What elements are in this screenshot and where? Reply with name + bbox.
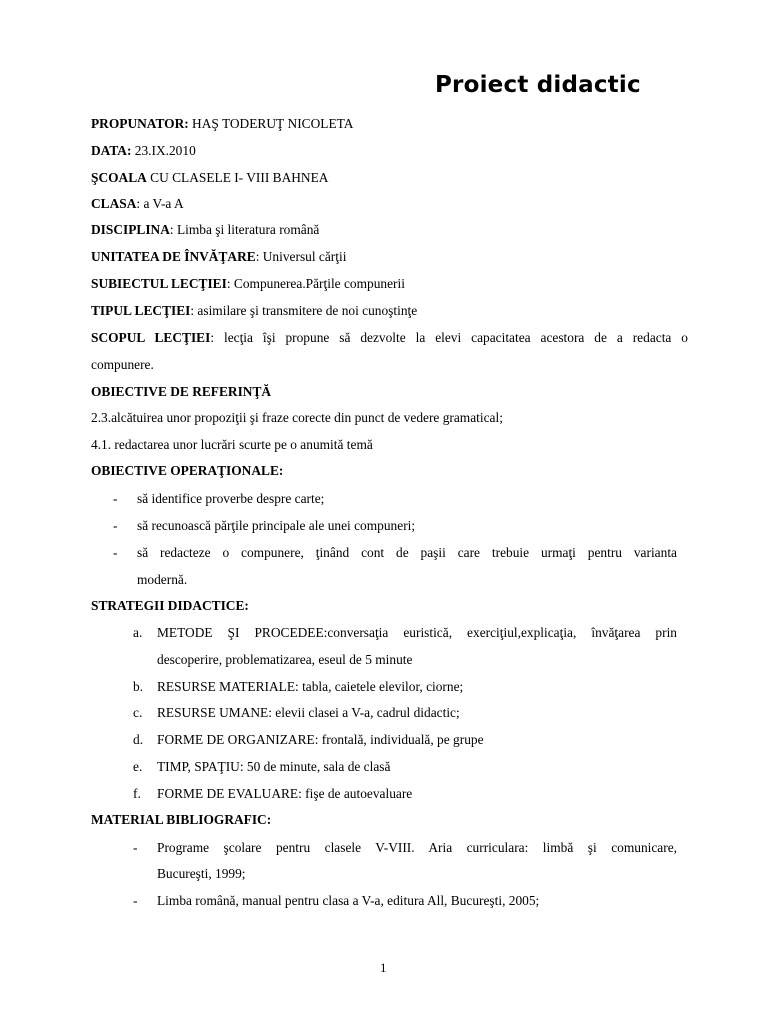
field-value: : Limba şi literatura română (169, 222, 320, 237)
field-subiectul (91, 276, 405, 292)
field-value: : a V-a A (136, 196, 184, 211)
objectives-ref-heading: OBIECTIVE DE REFERINŢĂ (91, 384, 272, 399)
objectives-ref-item: 4.1. redactarea unor lucrări scurte pe o anumită temă (91, 437, 373, 452)
field-clasa (91, 196, 184, 212)
field-value: CU CLASELE I- VIII BAHNEA (146, 170, 329, 185)
field-unitatea (91, 249, 346, 265)
bibliography-item-continuation: Bucureşti, 1999; (157, 866, 246, 881)
list-marker: - (113, 518, 118, 533)
list-marker: d. (133, 732, 144, 747)
field-label: ŞCOALA (91, 170, 147, 185)
strategy-item: FORME DE ORGANIZARE: frontală, individuală, pe grupe (157, 732, 484, 747)
objectives-op-item: să recunoască părţile principale ale unei compuneri; (137, 518, 416, 533)
strategy-item: RESURSE MATERIALE: tabla, caietele elevilor, ciorne; (157, 679, 464, 694)
field-data (91, 143, 196, 159)
list-marker: - (113, 545, 118, 560)
list-marker: f. (133, 786, 141, 801)
strategies-heading: STRATEGII DIDACTICE: (91, 598, 249, 613)
objectives-ref-item: 2.3.alcătuirea unor propoziţii şi fraze corecte din punct de vedere gramatical; (91, 410, 503, 425)
field-value: HAŞ TODERUŢ NICOLETA (188, 116, 354, 131)
objectives-op-item: să redacteze o compunere, ţinând cont de paşii care trebuie urmaţi pentru varianta (137, 545, 677, 560)
strategy-item: FORME DE EVALUARE: fişe de autoevaluare (157, 786, 413, 801)
list-marker: - (113, 491, 118, 506)
bibliography-item: Limba română, manual pentru clasa a V-a, editura All, Bucureşti, 2005; (157, 893, 540, 908)
scope-text: : lecţia îşi propune să dezvolte la elevi capacitatea acestora de a redacta o (210, 330, 688, 345)
list-marker: - (133, 893, 138, 908)
field-label: DISCIPLINA (91, 222, 170, 237)
field-value: : asimilare şi transmitere de noi cunoştinţe (190, 303, 418, 318)
strategy-item-continuation: descoperire, problematizarea, eseul de 5 minute (157, 652, 413, 667)
field-propunator (91, 116, 353, 132)
list-marker: e. (133, 759, 143, 774)
field-label: DATA: (91, 143, 132, 158)
list-marker: a. (133, 625, 143, 640)
field-scoala (91, 170, 328, 186)
scope-line-2: compunere. (91, 357, 154, 372)
objectives-op-continuation: modernă. (137, 572, 188, 587)
field-tipul (91, 303, 417, 319)
field-value: : Universul cărţii (255, 249, 347, 264)
field-label: SUBIECTUL LECŢIEI (91, 276, 227, 291)
strategy-item: METODE ŞI PROCEDEE:conversaţia euristică, exerciţiul,explicaţia, învăţarea prin (157, 625, 677, 640)
strategy-item: RESURSE UMANE: elevii clasei a V-a, cadrul didactic; (157, 705, 460, 720)
bibliography-heading: MATERIAL BIBLIOGRAFIC: (91, 812, 272, 827)
field-disciplina (91, 222, 319, 238)
objectives-op-heading: OBIECTIVE OPERAŢIONALE: (91, 463, 284, 478)
field-label: TIPUL LECŢIEI (91, 303, 191, 318)
field-value: : Compunerea.Părţile compunerii (226, 276, 405, 291)
list-marker: c. (133, 705, 143, 720)
field-label: PROPUNATOR: (91, 116, 189, 131)
page-number: 1 (380, 960, 387, 975)
scope-line-1 (91, 330, 688, 346)
field-label: CLASA (91, 196, 137, 211)
strategy-item: TIMP, SPAŢIU: 50 de minute, sala de clasă (157, 759, 391, 774)
objectives-op-item: să identifice proverbe despre carte; (137, 491, 325, 506)
page-title: Proiect didactic (435, 72, 641, 98)
bibliography-item: Programe şcolare pentru clasele V-VIII. Aria curriculara: limbă şi comunicare, (157, 840, 677, 855)
scope-label: SCOPUL LECŢIEI (91, 330, 211, 345)
list-marker: b. (133, 679, 144, 694)
field-value: 23.IX.2010 (131, 143, 196, 158)
field-label: UNITATEA DE ÎNVĂŢARE (91, 249, 256, 264)
list-marker: - (133, 840, 138, 855)
